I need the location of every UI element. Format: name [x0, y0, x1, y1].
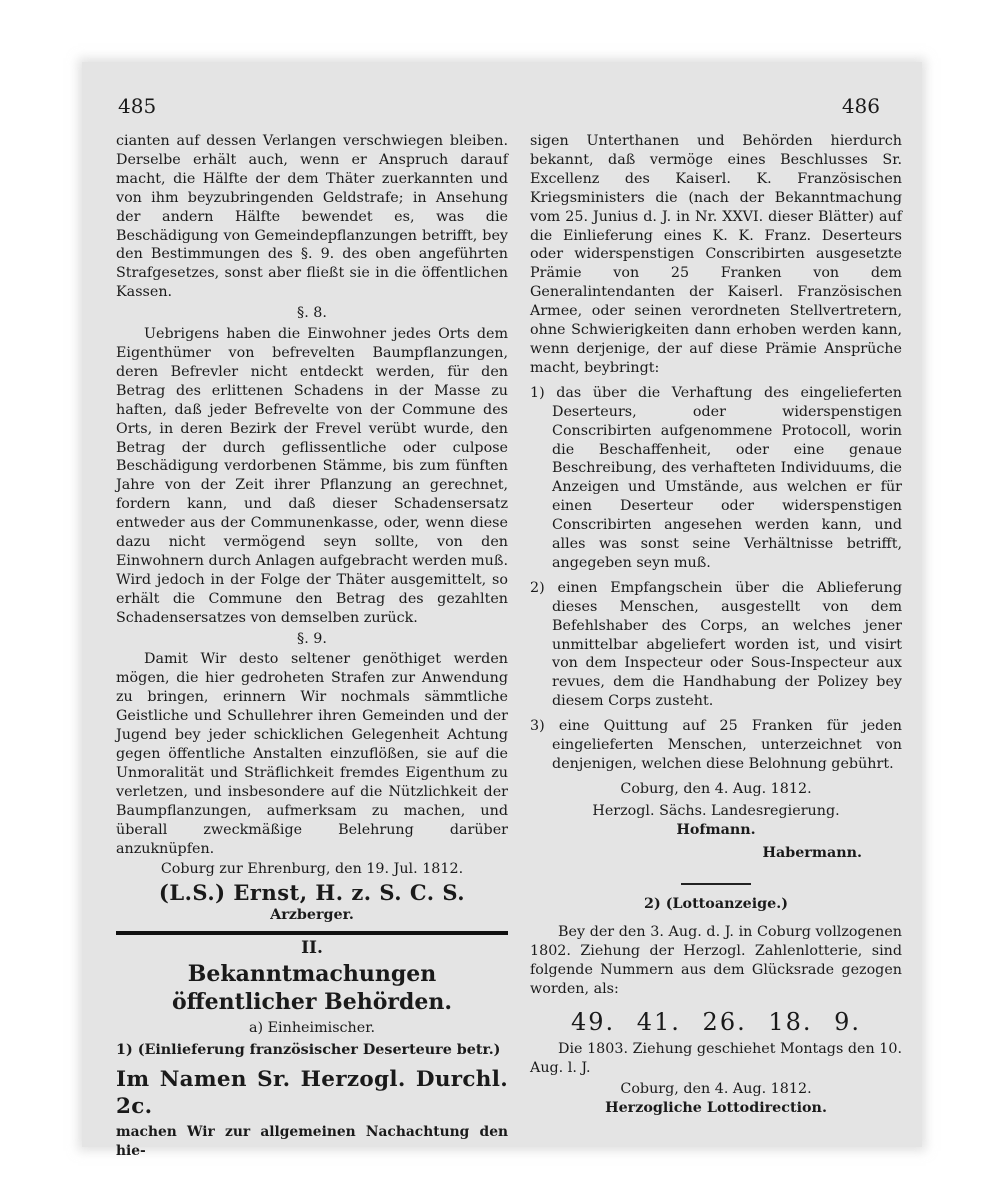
- signatory: Habermann.: [762, 844, 862, 861]
- item-title: 1) (Einlieferung französischer Deserteure betr.): [116, 1041, 501, 1058]
- page-number-left: 485: [118, 94, 157, 118]
- paragraph: Bey der den 3. Aug. d. J. in Coburg vollzogenen 1802. Ziehung der Herzogl. Zahlenlotterie, sind folgende Nummern aus dem Glücksrade gezogen worden, als:: [530, 924, 902, 998]
- decree-date: Coburg zur Ehrenburg, den 19. Jul. 1812.: [160, 861, 464, 878]
- item-title: 2) (Lottoanzeige.): [644, 895, 788, 912]
- part-heading: Bekanntmachungen öffentlicher Behörden.: [171, 961, 453, 1016]
- section-divider: [681, 883, 751, 885]
- paragraph: sigen Unterthanen und Behörden hierdurch bekannt, daß vermöge eines Beschlusses Sr. Excellenz des Kaiserl. K. Französischen Kriegsministers die (nach der Bekanntmachung vom 25. Junius d. J. in Nr. XXVI. dieser Blätter) auf die Einlieferung eines K. K. Franz. Deserteurs oder widerspenstigen Conscribirten ausgesetzte Prämie von 25 Franken von dem Generalintendanten der Kaiserl. Französischen Armee, oder seinen verordneten Stellvertretern, ohne Schwierigkeiten dann erhoben werden kann, wenn derjenige, der auf diese Prämie Ansprüche macht, beybringt:: [530, 133, 902, 376]
- counter-signature: Arzberger.: [270, 907, 354, 924]
- paragraph: Uebrigens haben die Einwohner jedes Orts dem Eigenthümer von befrevelten Baumpflanzungen, deren Befrevler nicht entdeckt werden, für den Betrag des erlittenen Schadens in der Masse zu haften, daß jeder Befrevelte von der Commune des Orts, in deren Bezirk der Frevel verübt wurde, den Betrag der durch geflissentliche oder culpose Beschädigung verdorbenen Stämme, bis zum fünften Jahre von der Zeit ihrer Pflanzung an gerechnet, fordern kann, und daß dieser Schadensersatz entweder aus der Communenkasse, oder, wenn diese dazu nicht vermögend seyn sollte, von den Einwohnern durch Anlagen aufgebracht werden muß. Wird jedoch in der Folge der Thäter ausgemittelt, so erhält die Commune den Betrag des gezahlten Schadensersatzes von demselben zurück.: [116, 326, 508, 626]
- right-column: [530, 132, 902, 1118]
- left-column: [116, 132, 508, 1161]
- page-number-right: 486: [841, 94, 880, 118]
- part-number: II.: [301, 938, 323, 959]
- list-item: 3) eine Quittung auf 25 Franken für jeden eingelieferten Menschen, unterzeichnet von denjenigen, welchen diese Belohnung gebührt.: [530, 718, 902, 772]
- paragraph: cianten auf dessen Verlangen verschwiegen bleiben. Derselbe erhält auch, wenn er Anspruch darauf macht, die Hälfte der dem Thäter zuerkannten und von ihm beyzubringenden Geldstrafe; in Ansehung der andern Hälfte bewendet es, was die Beschädigung von Gemeindepflanzungen betrifft, bey den Bestimmungen des §. 9. des oben angeführten Strafgesetzes, sonst aber fließt sie in die öffentlichen Kassen.: [116, 133, 508, 301]
- sub-heading: a) Einheimischer.: [248, 1020, 376, 1037]
- proclamation-title: Im Namen Sr. Herzogl. Durchl. 2c.: [116, 1066, 508, 1119]
- signatory: Hofmann.: [676, 821, 756, 838]
- section-heading: §. 9.: [297, 630, 327, 647]
- list-item: 2) einen Empfangschein über die Ablieferung dieses Menschen, ausgestellt von dem Befehlshaber des Corps, an welches jener unmittelbar abgeliefert worden ist, und visirt von dem Inspecteur oder Sous-Inspecteur aux revues, dem die Handhabung der Polizey bey diesem Corps zusteht.: [530, 579, 902, 710]
- paragraph: Damit Wir desto seltener genöthiget werden mögen, die hier gedroheten Strafen zur Anwendung zu bringen, erinnern Wir nochmals sämmtliche Geistliche und Schullehrer ihren Gemeinden und der Jugend bey jeder schicklichen Gelegenheit Achtung gegen öffentliche Anstalten einzuflößen, sie auf die Unmoralität und Sträflichkeit fremdes Eigenthum zu verletzen, und insbesondere auf die Nützlichkeit der Baumpflanzungen, aufmerksam zu machen, und überall zweckmäßige Belehrung darüber anzuknüpfen.: [116, 651, 508, 857]
- issuing-authority: Herzogl. Sächs. Landesregierung.: [592, 802, 840, 819]
- notice-date: Coburg, den 4. Aug. 1812.: [620, 1080, 812, 1097]
- notice-date: Coburg, den 4. Aug. 1812.: [620, 780, 812, 797]
- proclamation-line: machen Wir zur allgemeinen Nachachtung den hie-: [116, 1123, 508, 1159]
- book-spread: [82, 62, 922, 1159]
- lottery-numbers: 49. 41. 26. 18. 9.: [570, 1008, 862, 1037]
- issuing-office: Herzogliche Lottodirection.: [605, 1099, 827, 1116]
- section-heading: §. 8.: [297, 305, 327, 322]
- paragraph: Die 1803. Ziehung geschiehet Montags den 10. Aug. l. J.: [530, 1040, 902, 1076]
- signature: (L.S.) Ernst, H. z. S. C. S.: [158, 880, 466, 906]
- list-item: 1) das über die Verhaftung des eingelieferten Deserteurs, oder widerspenstigen Conscribirten aufgenommene Protocoll, worin die Beschaffenheit, oder eine genaue Beschreibung, des verhafteten Individuums, die Anzeigen und Umstände, aus welchen er für einen Deserteur oder widerspenstigen Conscribirten angesehen werden kann, und alles was sonst seine Verhältnisse betrifft, angegeben seyn muß.: [530, 384, 902, 571]
- section-divider: [116, 931, 508, 935]
